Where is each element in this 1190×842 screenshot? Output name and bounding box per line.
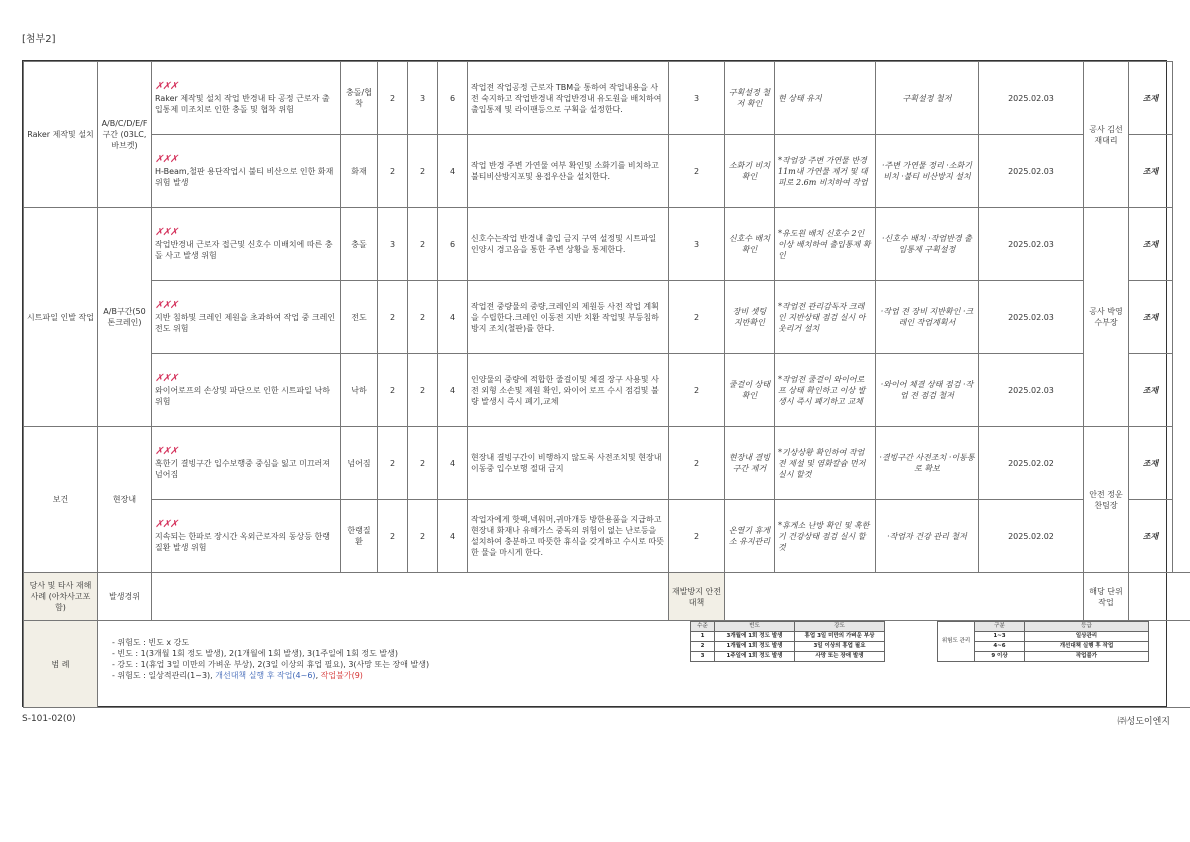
prevent-label: 재발방지 안전대책: [669, 573, 725, 621]
table-row: [24, 135, 1190, 208]
residual-cell: 2: [669, 281, 725, 354]
table-row: [24, 208, 1190, 281]
legend-notes: [112, 637, 429, 681]
type-cell: 넘어짐: [341, 427, 378, 500]
prevent-content: [725, 573, 1084, 621]
sev-cell: 2: [408, 281, 438, 354]
legend-note: - 강도 : 1(휴업 3일 미만의 가벼운 부상), 2(3일 이상의 휴업 필요), 3(사망 또는 장애 발생): [112, 660, 430, 669]
handwritten-improvement: ·신호수 배치 ·작업반경 출입통제 구획설정: [876, 208, 979, 281]
check-mark: ✗✗✗: [155, 299, 178, 311]
table-row: [24, 62, 1190, 135]
handwritten-improvement: ·작업 전 장비 지반확인 ·크레인 작업계획서: [876, 281, 979, 354]
handwritten-note: *휴게소 난방 확인 및 혹한기 건강상태 점검 실시 할것: [775, 500, 876, 573]
handwritten-check: 온열기 휴게소 유지관리: [725, 500, 775, 573]
hazard-text: 와이어로프의 손상및 파단으로 인한 시트파일 낙하 위험: [155, 385, 331, 406]
sev-cell: 2: [408, 208, 438, 281]
company-name: ㈜성도이엔지: [1117, 717, 1170, 727]
history-label: 발생경위: [98, 573, 152, 621]
handwritten-check: 소화기 비치확인: [725, 135, 775, 208]
handwritten-note: *작업장 주변 가연물 반경 11m내 가연물 제거 및 대피로 2.6m 비치하여 작업: [775, 135, 876, 208]
incident-row: [24, 573, 1190, 621]
hazard-cell: [152, 208, 341, 281]
risk-cell: 4: [438, 281, 468, 354]
signature: 조재: [1129, 281, 1173, 354]
date-cell: 2025.02.03: [979, 62, 1084, 135]
sev-cell: 2: [408, 354, 438, 427]
date-cell: 2025.02.02: [979, 500, 1084, 573]
handwritten-note: *기상상황 확인하여 작업전 제설 및 염화칼슘 먼저 실시 할것: [775, 427, 876, 500]
legend-label: 범 례: [24, 621, 98, 708]
residual-cell: 3: [669, 62, 725, 135]
signature: 조재: [1129, 427, 1173, 500]
grade-side-label: 위험도 관리: [938, 622, 975, 662]
process-cell: Raker 제작및 설치: [24, 62, 98, 208]
hazard-text: 지반 침하및 크레인 제원을 초과하여 작업 중 크레인 전도 위험: [155, 312, 336, 333]
date-cell: 2025.02.03: [979, 354, 1084, 427]
measure-cell: 작업전 중량물의 중량,크레인의 제원등 사전 작업 계획을 수립한다.크레인 이동전 지반 치환 작업및 부등침하 방지 조치(철판)를 한다.: [468, 281, 669, 354]
signature: 조재: [1129, 62, 1173, 135]
signature: 조재: [1129, 500, 1173, 573]
grade-table: 위험도 관리 구분 등급 1~3 일상관리 4~6 개선대책 실행 후 작업 9 이상 작업불가: [937, 621, 1149, 662]
manager-cell: 공사 김선재대리: [1084, 62, 1129, 208]
attachment-label: [첨부2]: [22, 34, 56, 45]
check-mark: ✗✗✗: [155, 372, 178, 384]
residual-cell: 3: [669, 208, 725, 281]
signature: 조재: [1129, 135, 1173, 208]
sev-cell: 2: [408, 135, 438, 208]
scale-table: 수준 빈도 강도 1 3개월에 1회 정도 발생 휴업 3일 미만의 가벼운 부상 2 1개월에 1회 정도 발생 3일 이상의 휴업 필요 3 1주일에 1회 정도 발생 사망 또는 장애 발생: [690, 621, 885, 662]
hazard-text: 작업반경내 근로자 접근및 신호수 미배치에 따른 충돌 사고 발생 위험: [155, 239, 333, 260]
risk-cell: 6: [438, 208, 468, 281]
check-mark: ✗✗✗: [155, 153, 178, 165]
measure-cell: 인양물의 중량에 적합한 줄걸이및 체결 장구 사용및 사전 외형 소손및 제원 확인, 와이어 로프 수시 점검및 불량 발생시 즉시 폐기,교체: [468, 354, 669, 427]
table-row: [24, 354, 1190, 427]
hazard-cell: [152, 135, 341, 208]
sev-cell: 3: [408, 62, 438, 135]
risk-cell: 6: [438, 62, 468, 135]
legend-note-red: 작업불가(9): [320, 671, 363, 680]
process-cell: 보건: [24, 427, 98, 573]
area-cell: 현장내: [98, 427, 152, 573]
freq-cell: 2: [378, 281, 408, 354]
freq-cell: 2: [378, 354, 408, 427]
measure-cell: 신호수는작업 반경내 출입 금지 구역 설정및 시트파일 인양시 경고음을 통한 주변 상황을 통제한다.: [468, 208, 669, 281]
incident-label: 당사 및 타사 재해사례 (아차사고포함): [24, 573, 98, 621]
hazard-text: H-Beam,철판 용단작업시 불티 비산으로 인한 화재 위험 발생: [155, 166, 334, 187]
legend-note: - 빈도 : 1(3개월 1회 정도 발생), 2(1개월에 1회 발생), 3(1주일에 1회 정도 발생): [112, 649, 399, 658]
signature: 조재: [1129, 354, 1173, 427]
date-cell: 2025.02.02: [979, 427, 1084, 500]
area-cell: A/B/C/D/E/F구간 (03LC, 바브켓): [98, 62, 152, 208]
type-cell: 충돌/협착: [341, 62, 378, 135]
freq-cell: 2: [378, 135, 408, 208]
legend-note: - 위험도 : 빈도 x 강도: [112, 638, 190, 647]
type-cell: 화재: [341, 135, 378, 208]
hazard-text: Raker 제작및 설치 작업 반경내 타 공정 근로자 출입통제 미조치로 인한 충돌 및 협착 위험: [155, 93, 330, 114]
document-number: S-101-02(0): [22, 714, 76, 724]
check-mark: ✗✗✗: [155, 445, 178, 457]
risk-cell: 4: [438, 354, 468, 427]
signature: 조재: [1129, 208, 1173, 281]
history-content: [152, 573, 669, 621]
freq-cell: 2: [378, 62, 408, 135]
handwritten-improvement: 구획설정 철저: [876, 62, 979, 135]
handwritten-note: *유도원 배치 신호수 2인 이상 배치하여 출입통제 확인: [775, 208, 876, 281]
residual-cell: 2: [669, 427, 725, 500]
measure-cell: 현장내 결빙구간이 비행하지 않도록 사전조치및 현장내 이동중 입수보행 절대 금지: [468, 427, 669, 500]
handwritten-improvement: ·작업자 건강 관리 철저: [876, 500, 979, 573]
handwritten-note: *작업전 줄걸이 와이어로프 상태 확인하고 이상 발생시 즉시 폐기하고 교체: [775, 354, 876, 427]
handwritten-improvement: ·주변 가연물 정리 ·소화기 비치 ·불티 비산방지 설치: [876, 135, 979, 208]
measure-cell: 작업 반경 주변 가연물 여부 확인및 소화기를 비치하고 불티비산방지포및 용접우산을 설치한다.: [468, 135, 669, 208]
area-cell: A/B구간(50톤크레인): [98, 208, 152, 427]
legend-note-blue: 개선대책 실행 후 작업(4~6): [215, 671, 316, 680]
unit-label: 해당 단위작업: [1084, 573, 1129, 621]
type-cell: 낙하: [341, 354, 378, 427]
handwritten-improvement: ·와이어 체결 상태 점검 ·작업 전 점검 철저: [876, 354, 979, 427]
table-row: [24, 281, 1190, 354]
table-row: [24, 500, 1190, 573]
freq-cell: 2: [378, 500, 408, 573]
sev-cell: 2: [408, 500, 438, 573]
check-mark: ✗✗✗: [155, 518, 178, 530]
process-cell: 시트파일 인발 작업: [24, 208, 98, 427]
residual-cell: 2: [669, 500, 725, 573]
type-cell: 충돌: [341, 208, 378, 281]
type-cell: 전도: [341, 281, 378, 354]
freq-cell: 3: [378, 208, 408, 281]
handwritten-note: *작업전 관리감독자 크레인 지반상태 점검 실시 아웃리거 설치: [775, 281, 876, 354]
handwritten-check: 현장내 결빙구간 제거: [725, 427, 775, 500]
handwritten-check: 장비 셋팅 지반확인: [725, 281, 775, 354]
hazard-text: 혹한기 결빙구간 입수보행중 중심을 잃고 미끄러져 넘어짐: [155, 458, 331, 479]
handwritten-check: 구획설정 철저 확인: [725, 62, 775, 135]
measure-cell: 작업전 작업공정 근로자 TBM을 통하여 작업내용을 사전 숙지하고 작업반경내 작업반경내 유도원을 배치하여 출입통제 및 라이팬등으로 구획을 설정한다.: [468, 62, 669, 135]
table-row: [24, 427, 1190, 500]
legend-note: - 위험도 : 일상적관리(1~3), 개선대책 실행 후 작업(4~6), 작업불가(9): [112, 671, 363, 680]
handwritten-note: 현 상태 유지: [775, 62, 876, 135]
handwritten-improvement: ·결빙구간 사전조치 ·이동통로 확보: [876, 427, 979, 500]
handwritten-check: 줄걸이 상태 확인: [725, 354, 775, 427]
hazard-cell: [152, 427, 341, 500]
risk-assessment-table: [23, 61, 1190, 708]
residual-cell: 2: [669, 135, 725, 208]
manager-cell: 안전 정운찬팀장: [1084, 427, 1129, 573]
unit-content: [1129, 573, 1190, 621]
hazard-cell: [152, 62, 341, 135]
date-cell: 2025.02.03: [979, 281, 1084, 354]
hazard-cell: [152, 354, 341, 427]
hazard-cell: [152, 281, 341, 354]
measure-cell: 작업자에게 핫팩,넥워머,귀마개등 방한용품을 지급하고 현장내 화재나 유해가스 중독의 위험이 없는 난로등을 설치하여 충분하고 따뜻한 휴식을 갖게하고 수시로 따뜻한 물을 마시게 한다.: [468, 500, 669, 573]
hazard-text: 지속되는 한파로 장시간 옥외근로자의 동상등 한랭 질환 발생 위험: [155, 531, 331, 552]
handwritten-check: 신호수 배치확인: [725, 208, 775, 281]
hazard-cell: [152, 500, 341, 573]
sev-cell: 2: [408, 427, 438, 500]
risk-cell: 4: [438, 500, 468, 573]
residual-cell: 2: [669, 354, 725, 427]
risk-cell: 4: [438, 135, 468, 208]
manager-cell: 공사 박영수부장: [1084, 208, 1129, 427]
freq-cell: 2: [378, 427, 408, 500]
risk-cell: 4: [438, 427, 468, 500]
date-cell: 2025.02.03: [979, 135, 1084, 208]
type-cell: 한랭질환: [341, 500, 378, 573]
date-cell: 2025.02.03: [979, 208, 1084, 281]
check-mark: ✗✗✗: [155, 226, 178, 238]
check-mark: ✗✗✗: [155, 80, 178, 92]
